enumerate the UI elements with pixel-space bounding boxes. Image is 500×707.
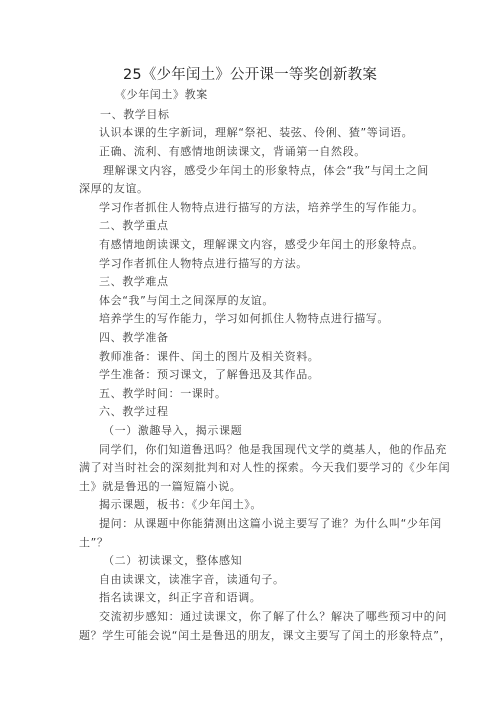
subsection-heading: （二）初读课文，整体感知 <box>103 554 243 567</box>
subsection-heading: （一）激趣导入，揭示课题 <box>103 424 243 437</box>
doc-line: 揭示课题，板书：《少年闰土》。 <box>99 498 262 511</box>
doc-line: 五、教学时间：一课时。 <box>99 387 227 400</box>
doc-line: 教师准备：课件、闰土的图片及相关资料。 <box>99 350 320 363</box>
section-heading: 二、教学重点 <box>99 219 169 232</box>
doc-line: 有感情地朗读课文，理解课文内容，感受少年闰土的形象特点。 <box>99 238 424 251</box>
section-heading: 三、教学难点 <box>99 275 169 288</box>
doc-line: 题？学生可能会说“闰土是鲁迅的朋友，课文主要写了闰土的形象特点”， <box>79 629 452 642</box>
doc-line: 《少年闰土》教案 <box>115 88 208 101</box>
doc-line: 土》就是鲁迅的一篇短篇小说。 <box>79 480 242 493</box>
doc-line: 学习作者抓住人物特点进行描写的方法。 <box>99 257 308 270</box>
document-title: 25《少年闰土》公开课一等奖创新教案 <box>122 67 378 83</box>
doc-line: 正确、流利、有感情地朗读课文，背诵第一自然段。 <box>99 145 366 158</box>
doc-line: 满了对当时社会的深刻批判和对人性的探索。今天我们要学习的《少年闰 <box>79 461 451 474</box>
doc-line: 指名读课文，纠正字音和语调。 <box>99 591 262 604</box>
doc-line: 同学们，你们知道鲁迅吗？他是我国现代文学的奠基人，他的作品充 <box>99 443 447 456</box>
doc-line: 深厚的友谊。 <box>79 182 149 195</box>
section-heading: 一、教学目标 <box>100 108 170 121</box>
doc-line: 培养学生的写作能力，学习如何抓住人物特点进行描写。 <box>99 312 389 325</box>
doc-line: 认识本课的生字新词，理解“祭祀、装弦、伶俐、猹”等词语。 <box>99 126 414 139</box>
doc-line: 学生准备：预习课文，了解鲁迅及其作品。 <box>99 368 320 381</box>
section-heading: 四、教学准备 <box>99 331 169 344</box>
doc-line: 土”？ <box>79 536 109 549</box>
doc-line: 体会“我”与闰土之间深厚的友谊。 <box>99 294 274 307</box>
doc-line: 提问：从课题中你能猜测出这篇小说主要写了谁？为什么叫“少年闰 <box>99 517 442 530</box>
doc-line: 理解课文内容，感受少年闰土的形象特点，体会“我”与闰土之间 <box>103 164 429 177</box>
doc-line: 交流初步感知：通过读课文，你了解了什么？解决了哪些预习中的问 <box>99 610 447 623</box>
section-heading: 六、教学过程 <box>99 405 169 418</box>
doc-line: 学习作者抓住人物特点进行描写的方法，培养学生的写作能力。 <box>99 201 424 214</box>
doc-line: 自由读课文，读准字音，读通句子。 <box>99 573 285 586</box>
